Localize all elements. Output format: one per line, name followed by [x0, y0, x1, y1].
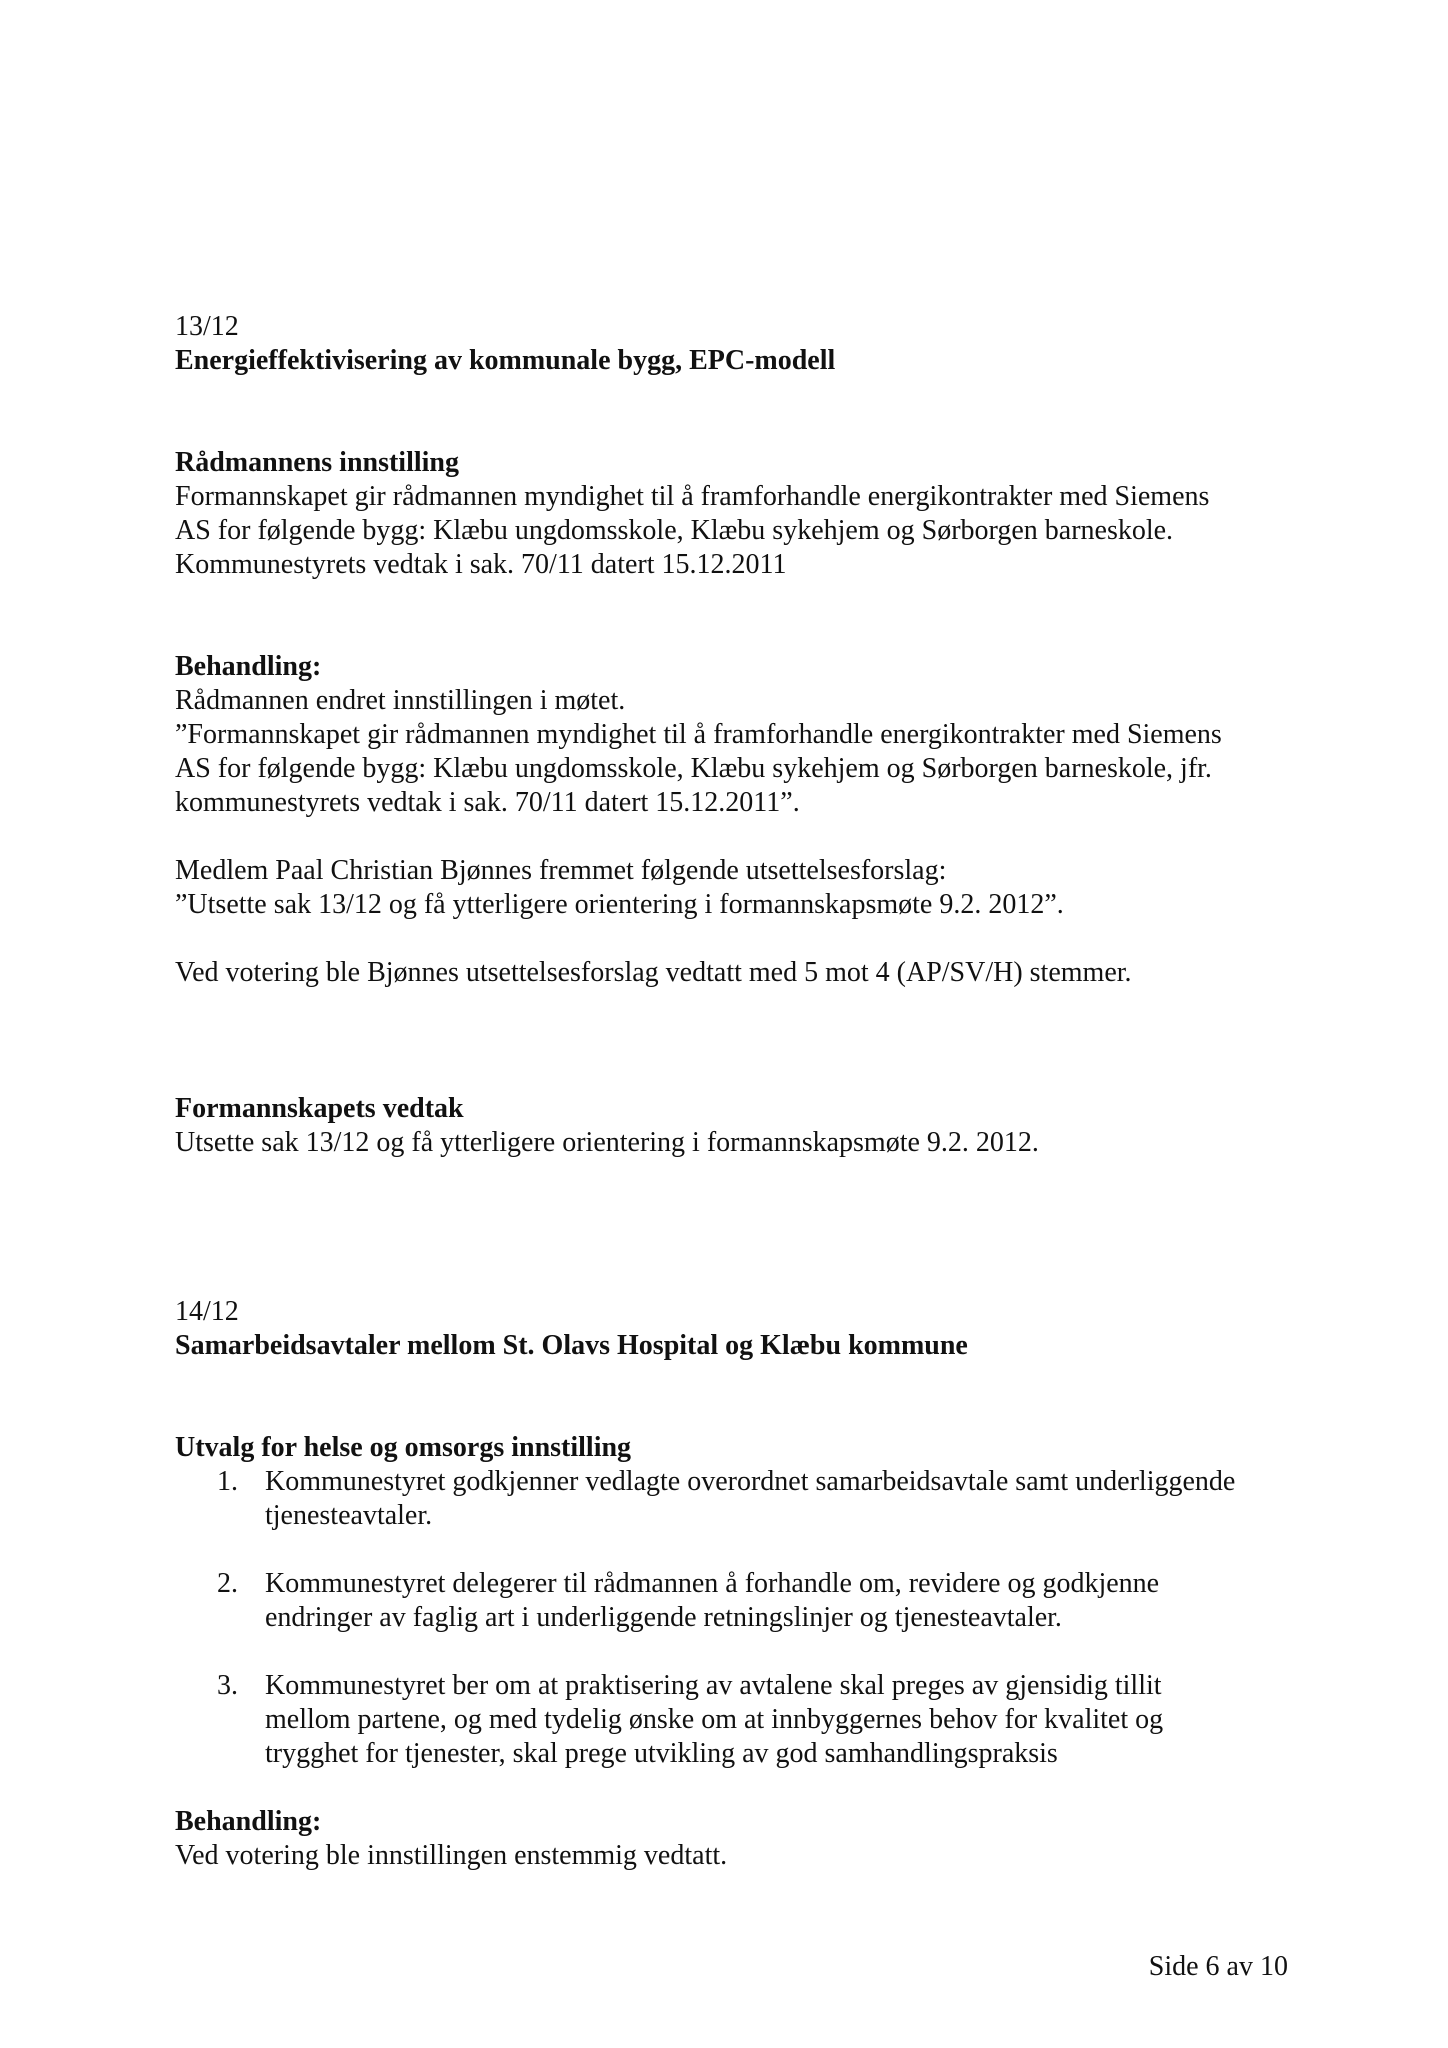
treatment-line: Rådmannen endret innstillingen i møtet.	[175, 685, 626, 716]
treatment-line: ”Formannskapet gir rådmannen myndighet til å framforhandle energikontrakter med Siemens	[175, 719, 1222, 750]
motion-line: Medlem Paal Christian Bjønnes fremmet følgende utsettelsesforslag:	[175, 855, 947, 886]
vote-line: Ved votering ble Bjønnes utsettelsesforslag vedtatt med 5 mot 4 (AP/SV/H) stemmer.	[175, 957, 1132, 988]
treatment-line: AS for følgende bygg: Klæbu ungdomsskole, Klæbu sykehjem og Sørborgen barneskole, jfr.	[175, 753, 1212, 784]
list-item-line: trygghet for tjenester, skal prege utvikling av god samhandlingspraksis	[265, 1738, 1058, 1769]
list-item	[175, 1669, 1305, 1771]
list-item-number: 1.	[217, 1466, 238, 1497]
recommendation-line: Formannskapet gir rådmannen myndighet til å framforhandle energikontrakter med Siemens	[175, 481, 1210, 512]
treatment-line: kommunestyrets vedtak i sak. 70/11 datert 15.12.2011”.	[175, 787, 800, 818]
list-item-line: Kommunestyret delegerer til rådmannen å forhandle om, revidere og godkjenne	[265, 1568, 1160, 1599]
case-13-12	[175, 310, 1305, 1160]
recommendation-list	[175, 1465, 1305, 1771]
list-item	[175, 1567, 1305, 1635]
case-title: Samarbeidsavtaler mellom St. Olavs Hospital og Klæbu kommune	[175, 1330, 968, 1361]
list-item-line: Kommunestyret godkjenner vedlagte overordnet samarbeidsavtale samt underliggende	[265, 1466, 1236, 1497]
recommendation-line: Kommunestyrets vedtak i sak. 70/11 datert 15.12.2011	[175, 549, 787, 580]
recommendation-line: AS for følgende bygg: Klæbu ungdomsskole, Klæbu sykehjem og Sørborgen barneskole.	[175, 515, 1174, 546]
list-item	[175, 1465, 1305, 1533]
treatment-line: Ved votering ble innstillingen enstemmig vedtatt.	[175, 1840, 728, 1871]
treatment-heading: Behandling:	[175, 1806, 322, 1837]
case-14-12	[175, 1295, 1305, 1873]
case-number: 14/12	[175, 1296, 239, 1327]
motion-line: ”Utsette sak 13/12 og få ytterligere orientering i formannskapsmøte 9.2. 2012”.	[175, 889, 1064, 920]
page-number: Side 6 av 10	[1148, 1951, 1288, 1982]
decision-line: Utsette sak 13/12 og få ytterligere orientering i formannskapsmøte 9.2. 2012.	[175, 1127, 1039, 1158]
recommendation-heading: Rådmannens innstilling	[175, 447, 459, 478]
treatment-heading: Behandling:	[175, 651, 322, 682]
list-item-line: Kommunestyret ber om at praktisering av avtalene skal preges av gjensidig tillit	[265, 1670, 1162, 1701]
list-item-number: 3.	[217, 1670, 238, 1701]
case-number: 13/12	[175, 311, 239, 342]
decision-heading: Formannskapets vedtak	[175, 1093, 464, 1124]
list-item-line: endringer av faglig art i underliggende retningslinjer og tjenesteavtaler.	[265, 1602, 1062, 1633]
list-item-line: tjenesteavtaler.	[265, 1500, 433, 1531]
list-item-line: mellom partene, og med tydelig ønske om at innbyggernes behov for kvalitet og	[265, 1704, 1164, 1735]
document-body	[175, 310, 1305, 1873]
list-item-number: 2.	[217, 1568, 238, 1599]
recommendation-heading: Utvalg for helse og omsorgs innstilling	[175, 1432, 632, 1463]
case-title: Energieffektivisering av kommunale bygg, EPC-modell	[175, 345, 836, 376]
